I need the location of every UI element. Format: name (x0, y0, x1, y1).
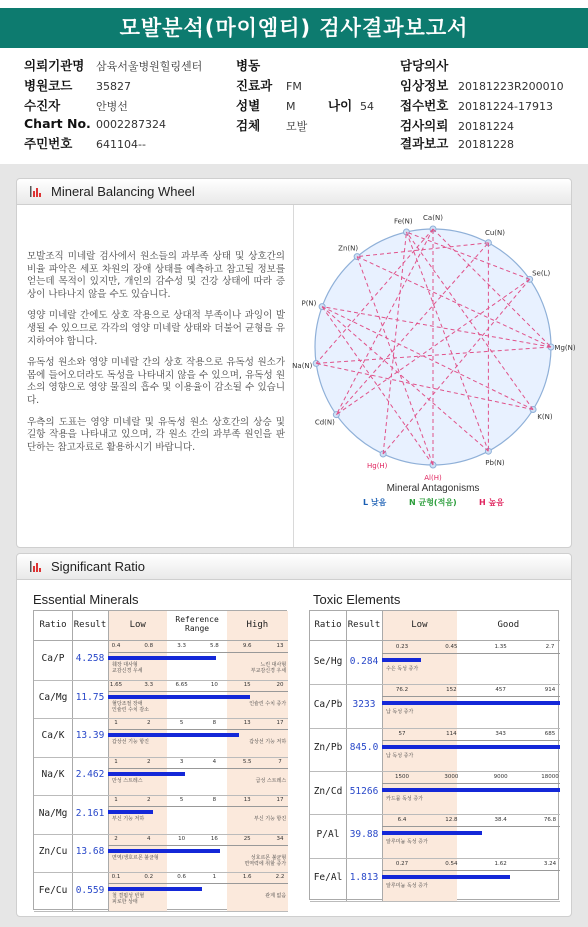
row-divider (34, 911, 288, 912)
tick-label: 17 (276, 720, 284, 727)
tick-line (382, 826, 560, 827)
info-value: 641104-- (96, 138, 146, 151)
bar-chart-icon (29, 560, 43, 573)
info-label: 나이 (328, 98, 353, 113)
ratio-name: Ca/Mg (38, 691, 68, 703)
col-ratio-header: Ratio (314, 620, 342, 630)
info-row-col3 (400, 76, 564, 94)
info-value: 모발 (286, 120, 308, 133)
col-low-header: Low (411, 620, 428, 630)
mineral-label: Al(H) (424, 474, 442, 482)
row-divider (310, 901, 560, 902)
ratio-name: Ca/Pb (313, 699, 343, 710)
toxic-elements-table (309, 610, 559, 900)
ratio-name: Fe/Al (313, 872, 343, 884)
tick-label: 3.24 (543, 860, 557, 867)
ratio-result: 0.284 (349, 655, 379, 667)
ratio-bar (108, 887, 202, 891)
tick-label: 3 (179, 758, 184, 765)
tick-line (382, 783, 560, 784)
tick-label: 2 (147, 797, 151, 804)
tick-label: 1 (114, 720, 118, 727)
info-row-col3 (400, 134, 514, 152)
info-row-col1 (24, 116, 166, 131)
info-label: 진료과 (236, 78, 273, 93)
info-label: 주민번호 (24, 136, 73, 151)
tick-label: 76.8 (543, 817, 557, 824)
tick-label: 1.65 (109, 681, 123, 688)
info-label: 결과보고 (400, 136, 449, 151)
row-divider (310, 814, 560, 815)
tick-label: 914 (544, 687, 556, 694)
tick-label: 34 (276, 835, 284, 842)
info-value: 54 (360, 100, 374, 113)
ratio-result: 1.813 (349, 872, 379, 884)
col-ref-header: Reference Range (175, 615, 219, 633)
ratio-name: Na/Mg (38, 807, 68, 819)
description-paragraph: 유독성 원소와 영양 미네랄 간의 상호 작용으로 유독성 원소가 몸에 들어오더라도 독성을 나타내지 않을 수 있으며, 유독성 원소의 영향으로 영양 물질의 흡수 및 이용율이 감소될 수 있습니다. (27, 357, 285, 406)
legend-low: L 낮음 (363, 498, 387, 507)
info-label: 성별 (236, 98, 261, 113)
description-paragraph: 영양 미네랄 간에도 상호 작용으로 상대적 부족이나 과잉이 발생될 수 있으므로 각각의 영양 미네랄 상태와 더불어 균형을 유지하여야 합니다. (27, 310, 285, 347)
tick-label: 2.7 (545, 644, 555, 650)
tick-line (382, 653, 560, 654)
info-row-age (328, 96, 374, 114)
tick-line (382, 696, 560, 697)
antagonism-title: Mineral Antagonisms (386, 483, 480, 494)
tick-label: 0.2 (144, 874, 154, 881)
essential-minerals-title: Essential Minerals (33, 592, 139, 607)
tick-label: 10 (210, 681, 218, 688)
tick-label: 0.23 (395, 644, 409, 650)
high-note: 갑상선 기능 저하 (249, 739, 287, 746)
ratio-bar (382, 875, 510, 879)
wheel-section-title: Mineral Balancing Wheel (51, 184, 195, 199)
mineral-label: Ca(N) (423, 214, 443, 222)
mineral-label: Na(N) (292, 362, 313, 371)
ratio-bar (108, 810, 153, 814)
ratio-name: Ca/K (41, 730, 65, 742)
info-value: 20181223R200010 (458, 80, 564, 93)
legend-normal: N 균형(적음) (409, 498, 457, 507)
high-note: 인슐린 수치 증가 (249, 700, 287, 707)
row-divider (34, 834, 288, 835)
info-label: 담당의사 (400, 58, 449, 73)
high-note: 성호르몬 불균형 면역력에 취할 증가 (244, 854, 287, 867)
tick-label: 0.45 (445, 644, 458, 650)
tick-label: 4 (147, 835, 151, 842)
col-low-header: Low (129, 620, 146, 630)
low-note: 췌장 대사형 교감신경 우세 (112, 662, 143, 674)
info-value: 20181228 (458, 138, 514, 151)
info-label: 의뢰기관명 (24, 58, 85, 73)
ratio-result: 13.68 (75, 846, 105, 858)
tick-label: 0.8 (144, 643, 154, 649)
col-result-header: Result (73, 620, 107, 630)
ratio-section-title: Significant Ratio (51, 559, 145, 574)
ratio-name: Ca/P (41, 653, 65, 665)
tick-line (108, 883, 288, 884)
report-title: 모발분석(마이엠티) 검사결과보고서 (0, 8, 588, 48)
info-value: 삼육서울병원힐링센터 (96, 60, 203, 73)
tick-label: 25 (243, 835, 251, 842)
ratio-result: 4.258 (75, 653, 105, 665)
col-result-header: Result (347, 620, 381, 630)
tick-label: 152 (446, 687, 457, 694)
tick-label: 0.54 (445, 860, 458, 867)
info-value: 20181224-17913 (458, 100, 553, 113)
info-row-col2 (236, 116, 307, 134)
ratio-name: Zn/Cd (313, 785, 343, 797)
mineral-label: K(N) (537, 412, 553, 421)
row-divider (310, 858, 560, 859)
tick-label: 38.4 (494, 817, 507, 824)
low-note: 갑상선 기능 항진 (112, 739, 149, 746)
toxic-elements-title: Toxic Elements (313, 592, 401, 607)
mineral-label: Cu(N) (484, 229, 505, 238)
low-note: 혈당조절 장애 인슐린 수치 감소 (112, 700, 149, 713)
mineral-label: Hg(H) (366, 461, 388, 470)
tick-label: 0.27 (395, 860, 409, 867)
tick-label: 13 (243, 720, 251, 727)
info-row-col2 (236, 76, 302, 94)
low-note: 부신 기능 저하 (112, 816, 145, 823)
info-row-col3 (400, 116, 514, 134)
tick-label: 0.1 (111, 874, 121, 881)
tick-line (108, 729, 288, 730)
description-paragraph: 모발조직 미네랄 검사에서 원소들의 과부족 상태 및 상호간의 비율 파악은 세포 차원의 장애 상태를 예측하고 참고될 정보를 얻는데 목적이 있지만, 개인의 감수성 및 건강 상태에 따라 증상이 나타나지 않을 수도 있습니다. (27, 251, 285, 300)
ratio-bar (108, 733, 239, 737)
info-row-col3 (400, 96, 553, 114)
tick-label: 1 (114, 758, 118, 765)
row-divider (34, 872, 288, 873)
tick-label: 9.6 (242, 643, 252, 649)
info-row-col3 (400, 56, 458, 74)
tick-label: 12.8 (445, 817, 458, 824)
row-divider (310, 684, 560, 685)
ratio-result: 3233 (352, 699, 376, 710)
info-label: 임상정보 (400, 78, 449, 93)
info-row-col2 (236, 96, 296, 114)
ratio-name: Zn/Cu (38, 846, 68, 858)
row-divider (310, 771, 560, 772)
row-divider (34, 718, 288, 719)
tick-label: 2 (147, 758, 151, 765)
tick-label: 685 (544, 730, 556, 737)
ratio-result: 39.88 (349, 829, 379, 840)
tick-label: 13 (276, 643, 284, 649)
tick-label: 8 (212, 720, 217, 727)
ratio-bar (108, 772, 185, 776)
info-value: 0002287324 (96, 118, 166, 131)
tick-label: 5 (179, 797, 184, 804)
ratio-section-header (17, 554, 571, 580)
tick-label: 1.6 (242, 874, 252, 881)
col-high-header: High (246, 620, 269, 630)
tick-label: 16 (210, 835, 218, 842)
info-label: 병원코드 (24, 78, 73, 93)
ratio-bar (382, 745, 560, 749)
tick-label: 0.6 (177, 874, 186, 881)
row-divider (34, 680, 288, 681)
tick-label: 10 (178, 835, 186, 842)
wheel-description (27, 251, 285, 463)
tick-label: 20 (276, 681, 284, 688)
tick-line (108, 652, 288, 653)
tick-label: 17 (276, 797, 284, 804)
tick-label: 1 (212, 874, 217, 881)
tick-label: 6.65 (175, 681, 188, 688)
ratio-result: 0.559 (75, 884, 105, 896)
tick-label: 0.4 (111, 643, 121, 649)
info-label: 검체 (236, 118, 261, 133)
info-value: FM (286, 80, 302, 93)
tick-label: 1.62 (494, 860, 507, 867)
ratio-bar (382, 788, 560, 792)
ratio-bar (108, 695, 250, 699)
info-value: M (286, 100, 296, 113)
tick-label: 3000 (444, 774, 459, 780)
low-note: 카드뮴 독성 증가 (386, 796, 423, 802)
tick-label: 3.3 (144, 681, 154, 688)
tick-line (382, 870, 560, 871)
essential-minerals-table (33, 610, 287, 910)
tick-label: 2 (114, 835, 118, 842)
info-label: 검사의뢰 (400, 118, 449, 133)
low-note: 알루미늄 독성 증가 (386, 882, 428, 889)
ratio-bar (382, 701, 560, 705)
info-label: Chart No. (24, 116, 91, 131)
info-label: 접수번호 (400, 98, 449, 113)
info-value: 20181224 (458, 120, 514, 133)
tick-label: 5 (179, 720, 184, 727)
tick-label: 8 (212, 797, 217, 804)
high-note: 관계 없음 (265, 893, 287, 900)
mineral-label: Fe(N) (393, 217, 413, 226)
wheel-section (16, 178, 576, 548)
tick-label: 457 (495, 687, 506, 694)
ratio-name: Na/K (41, 769, 65, 780)
ratio-result: 845.0 (349, 742, 379, 754)
ratio-name: Fe/Cu (38, 884, 68, 896)
bar-chart-icon (29, 185, 43, 198)
mineral-label: Se(L) (532, 269, 551, 278)
row-divider (310, 728, 560, 729)
tick-label: 13 (243, 797, 251, 804)
mineral-label: Cd(N) (314, 418, 335, 427)
tick-line (108, 768, 288, 769)
ratio-section (16, 553, 572, 917)
low-note: 철 결핍성 빈혈 피로한 상태 (112, 893, 145, 906)
mineral-label: Mg(N) (554, 344, 576, 352)
ratio-bar (108, 849, 220, 853)
tick-line (108, 806, 288, 807)
divider (293, 205, 294, 547)
tick-line (108, 845, 288, 846)
wheel-section-header (17, 179, 571, 205)
ratio-bar (108, 656, 216, 660)
info-row-col1 (24, 96, 128, 114)
tick-label: 76.2 (395, 687, 409, 694)
info-value: 35827 (96, 80, 131, 93)
ratio-result: 2.462 (75, 769, 105, 780)
tick-label: 1.35 (494, 644, 507, 650)
ratio-result: 51266 (349, 785, 379, 797)
tick-label: 2.2 (275, 874, 285, 881)
tick-label: 9000 (493, 774, 508, 780)
tick-label: 57 (398, 730, 406, 737)
row-divider (34, 795, 288, 796)
col-ratio-header: Ratio (39, 620, 67, 630)
tick-label: 6.4 (397, 817, 407, 824)
info-label: 수진자 (24, 98, 61, 113)
low-note: 알루미늄 독성 증가 (386, 839, 428, 846)
description-paragraph: 우측의 도표는 영양 미네랄 및 유독성 원소 상호간의 상승 및 길항 작용을 나타내고 있으며, 각 원소 간의 과부족 원인을 판단하는 참고자료로 활용하시기 바랍니다. (27, 416, 285, 453)
ratio-name: Se/Hg (313, 655, 343, 667)
info-row-col1 (24, 76, 131, 94)
legend-high: H 높음 (479, 498, 504, 507)
tick-line (108, 691, 288, 692)
info-value: 안병선 (96, 100, 128, 113)
low-note: 납 독성 증가 (386, 752, 414, 759)
low-note: 면역/생호르몬 불균형 (112, 854, 159, 861)
mineral-label: Pb(N) (485, 458, 505, 467)
tick-label: 18000 (541, 774, 559, 780)
tick-label: 1 (114, 797, 118, 804)
low-note: 납 독성 증가 (386, 709, 414, 716)
ratio-bar (382, 831, 482, 835)
ratio-bar (382, 658, 421, 662)
mineral-label: P(N) (301, 299, 317, 308)
tick-label: 5.5 (242, 758, 252, 765)
ratio-result: 2.161 (75, 807, 105, 819)
ratio-result: 13.39 (75, 730, 105, 742)
tick-line (382, 740, 560, 741)
info-row-col2 (236, 56, 286, 74)
ratio-name: P/Al (316, 829, 340, 840)
high-note: 느린 대사형 부교감신경 우세 (250, 662, 287, 674)
mineral-wheel-diagram (292, 207, 576, 547)
tick-label: 4 (212, 758, 217, 765)
col-good-header: Good (497, 620, 520, 630)
low-note: 만성 스트레스 (112, 777, 143, 784)
info-row-col1 (24, 56, 202, 74)
tick-label: 15 (243, 681, 251, 688)
tick-label: 5.8 (210, 643, 219, 649)
tick-label: 1500 (395, 774, 409, 780)
high-note: 급성 스트레스 (255, 777, 287, 784)
tick-label: 7 (278, 758, 282, 765)
info-row-col1 (24, 134, 146, 152)
ratio-name: Zn/Pb (313, 742, 343, 754)
low-note: 수은 독성 증가 (386, 666, 419, 672)
tick-label: 2 (147, 720, 151, 727)
info-label: 병동 (236, 58, 261, 73)
tick-label: 3.3 (177, 643, 186, 649)
high-note: 부신 기능 항진 (254, 816, 287, 823)
row-divider (34, 757, 288, 758)
tick-label: 114 (446, 730, 457, 737)
mineral-label: Zn(N) (338, 244, 359, 253)
tick-label: 343 (495, 730, 506, 737)
ratio-result: 11.75 (75, 691, 105, 703)
